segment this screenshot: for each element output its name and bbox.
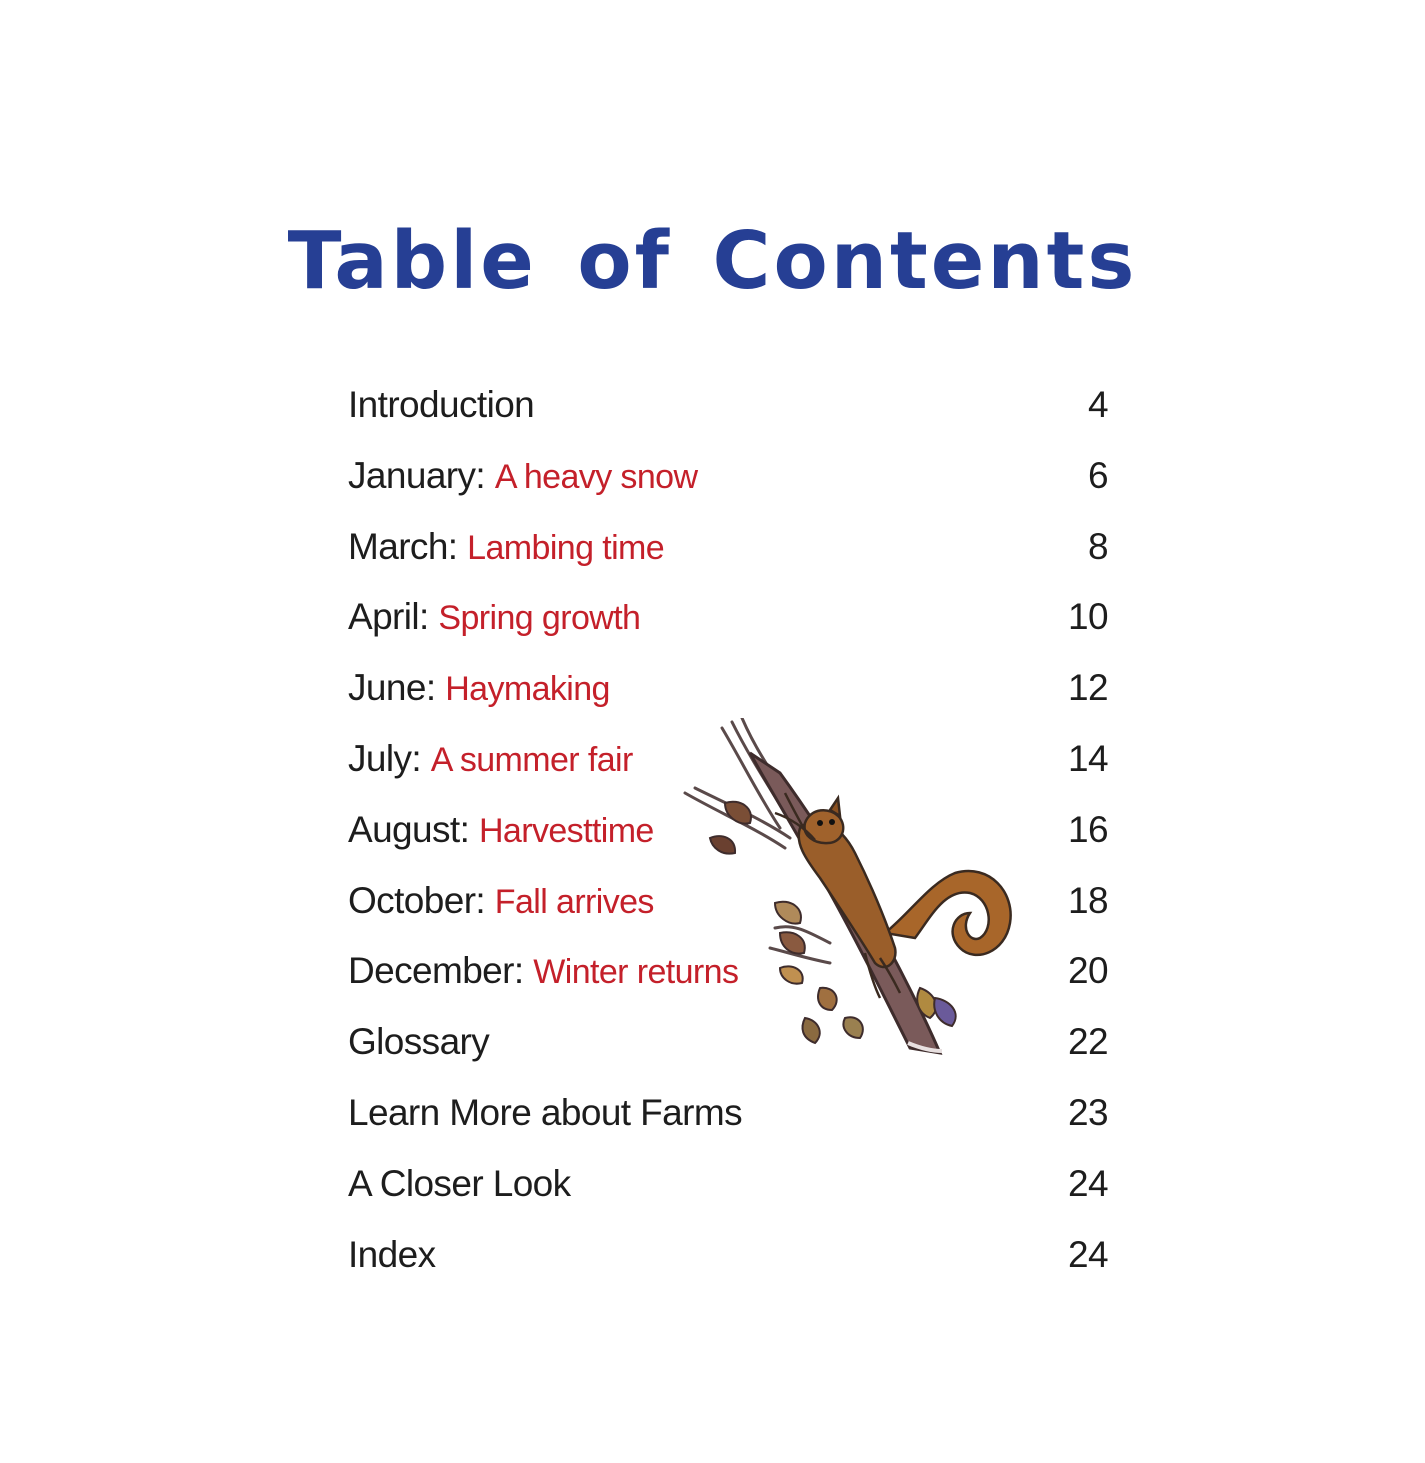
toc-entry-label: [348, 1021, 489, 1063]
toc-page-number: 23: [1068, 1091, 1108, 1133]
toc-entry[interactable]: [348, 809, 1108, 880]
toc-entry-label: [348, 455, 697, 497]
toc-entry-title: October:: [348, 879, 486, 921]
toc-page-number: 10: [1068, 596, 1108, 638]
toc-entry-label: [348, 950, 738, 992]
toc-entry-subtitle: Lambing time: [467, 528, 665, 567]
toc-page-number: 4: [1088, 384, 1108, 425]
toc-entry-label: [348, 738, 633, 780]
toc-page-number: 14: [1068, 737, 1108, 779]
toc-entry-label: [348, 667, 610, 709]
toc-page-number: 6: [1088, 454, 1108, 496]
toc-entry[interactable]: [348, 1092, 1108, 1163]
toc-entry-subtitle: Haymaking: [445, 670, 610, 709]
toc-entry-label: [348, 596, 640, 638]
toc-entry[interactable]: [348, 384, 1108, 455]
toc-entry-title: Glossary: [348, 1021, 490, 1063]
toc-entry[interactable]: [348, 880, 1108, 951]
toc-entry-label: [348, 384, 534, 426]
toc-entry-subtitle: Harvesttime: [478, 811, 654, 850]
toc-entry[interactable]: [348, 1163, 1108, 1234]
toc-entry-subtitle: Winter returns: [533, 953, 739, 992]
toc-entry-title: March:: [348, 525, 458, 567]
toc-page-number: 24: [1068, 1162, 1108, 1204]
toc-entry[interactable]: [348, 1021, 1108, 1092]
toc-entry[interactable]: [348, 526, 1108, 597]
toc-entry-title: April:: [348, 596, 429, 638]
toc-entry-label: [348, 1092, 742, 1134]
toc-page-number: 22: [1068, 1021, 1108, 1063]
toc-entry-title: Learn More about Farms: [348, 1091, 742, 1133]
toc-entry-subtitle: A summer fair: [430, 740, 633, 779]
table-of-contents: [348, 384, 1108, 1304]
toc-page-number: 20: [1068, 950, 1108, 992]
toc-entry-title: December:: [348, 950, 524, 992]
toc-page-number: 8: [1088, 525, 1108, 567]
toc-entry-title: January:: [348, 454, 486, 496]
toc-entry-title: August:: [348, 808, 470, 850]
toc-entry-subtitle: Fall arrives: [494, 882, 654, 921]
toc-entry[interactable]: [348, 455, 1108, 526]
toc-entry-title: July:: [348, 737, 422, 779]
toc-entry-title: Introduction: [348, 384, 535, 425]
toc-entry[interactable]: [348, 738, 1108, 809]
toc-entry-title: June:: [348, 667, 436, 709]
toc-page-number: 16: [1068, 808, 1108, 850]
toc-entry[interactable]: [348, 667, 1108, 738]
toc-entry[interactable]: [348, 596, 1108, 667]
toc-page-number: 24: [1068, 1233, 1108, 1275]
toc-page-number: 18: [1068, 879, 1108, 921]
toc-entry[interactable]: [348, 950, 1108, 1021]
toc-entry-label: [348, 1234, 436, 1276]
toc-entry-label: [348, 809, 654, 851]
toc-entry-subtitle: A heavy snow: [494, 457, 698, 496]
toc-entry-title: Index: [348, 1233, 436, 1275]
toc-entry-label: [348, 880, 654, 922]
toc-entry-label: [348, 526, 664, 568]
toc-entry-label: [348, 1163, 571, 1205]
toc-entry-title: A Closer Look: [348, 1162, 571, 1204]
toc-entry[interactable]: [348, 1234, 1108, 1305]
toc-entry-subtitle: Spring growth: [438, 599, 641, 638]
toc-page-number: 12: [1068, 667, 1108, 709]
page-title: Table of Contents: [287, 215, 1138, 307]
